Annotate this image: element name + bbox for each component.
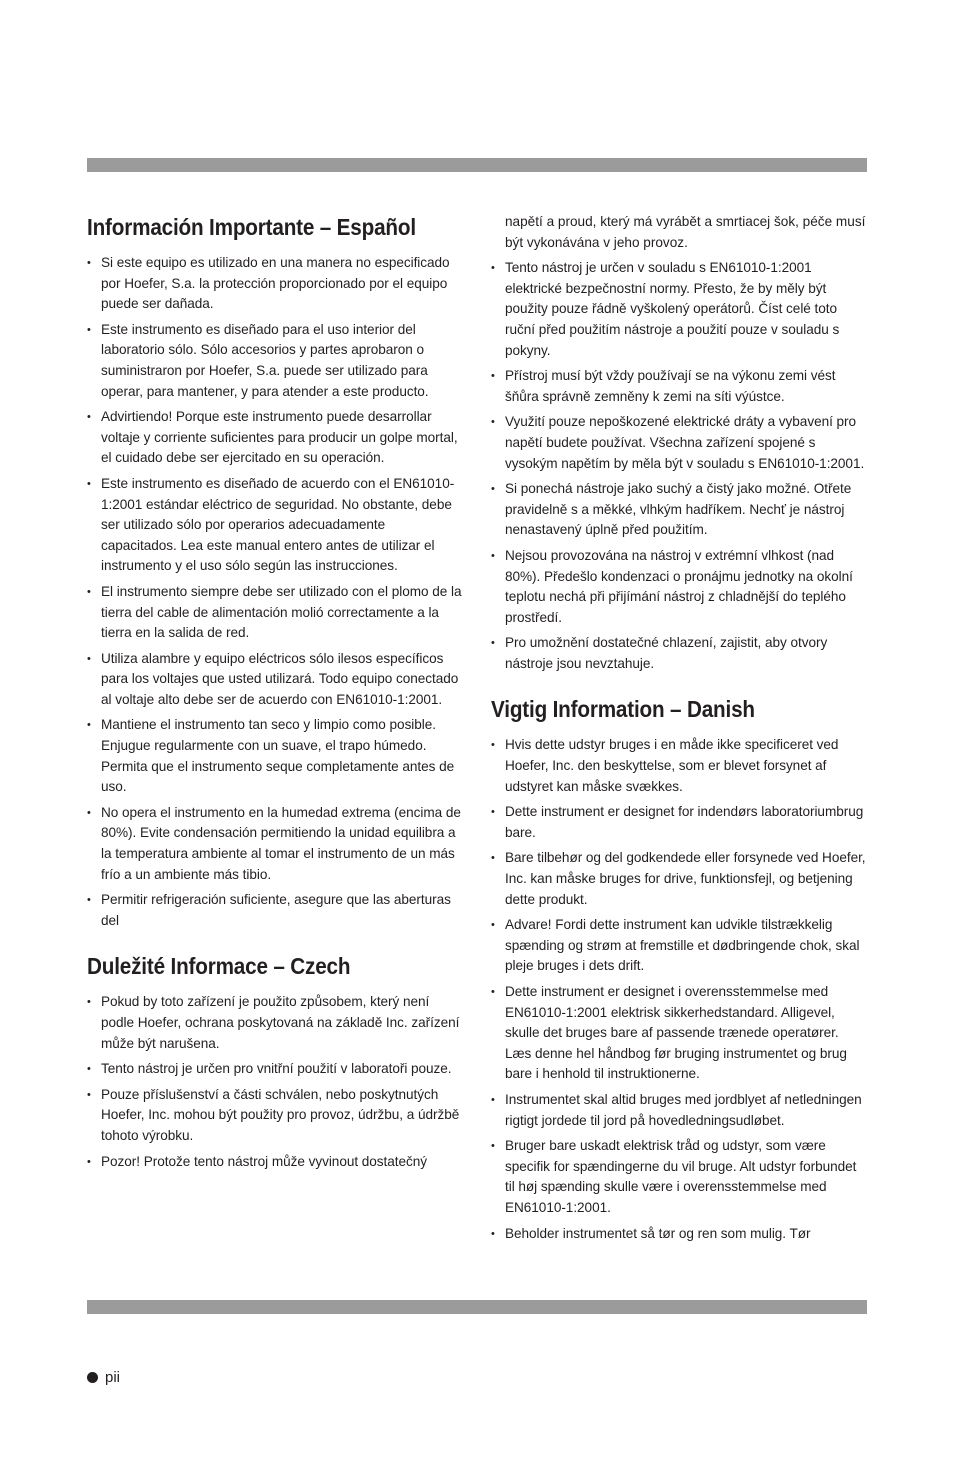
list-item: • Pouze příslušenství a části schválen, nebo poskytnutých Hoefer, Inc. mohou být použity pro provoz, údržbu, a údržbě tohoto výrobku. [87,1085,463,1147]
list-item: • Este instrumento es diseñado de acuerdo con el EN61010-1:2001 estándar eléctrico de seguridad. No obstante, debe ser utilizado sólo por operarios adecuadamente capacitados. Lea este manual entero antes de utilizar el instrumento y el uso sólo según las instrucciones. [87,474,463,577]
bullet-dot-icon [87,1372,98,1383]
czech-list [87,992,463,1172]
czech-list-continued [491,258,868,674]
list-item: • Přístroj musí být vždy používají se na výkonu zemi vést šňůra správně zemněny k zemi na síti výústce. [491,366,868,407]
czech-section [87,951,463,1172]
list-item: • No opera el instrumento en la humedad extrema (encima de 80%). Evite condensación permitiendo la unidad equilibra a la temperatura ambiente al tomar el instrumento de un más frío a un ambiente más tibio. [87,803,463,885]
list-item: • Hvis dette udstyr bruges i en måde ikke specificeret ved Hoefer, Inc. den beskyttelse, som er blevet forsynet af udstyret kan måske svækkes. [491,735,868,797]
list-item: • Tento nástroj je určen pro vnitřní použití v laboratoři pouze. [87,1059,463,1080]
list-item: • Bruger bare uskadt elektrisk tråd og udstyr, som være specifik for spændingerne du vil bruge. Alt udstyr forbundet til høj spænding skulle være i overensstemmelse med EN61010-1:2001. [491,1136,868,1218]
list-item: • Pokud by toto zařízení je použito způsobem, který není podle Hoefer, ochrana poskytovaná na základě Inc. zařízení může být narušena. [87,992,463,1054]
czech-continuation [491,212,868,674]
bottom-rule [87,1300,867,1314]
list-item: • Si ponechá nástroje jako suchý a čistý jako možné. Otřete pravidelně s a měkké, vlhkým hadříkem. Nechť je nástroj nenastavený úplně před použitím. [491,479,868,541]
czech-title: Duležité Informace – Czech [87,953,351,980]
danish-section [491,694,868,1244]
list-item: • Permitir refrigeración suficiente, asegure que las aberturas del [87,890,463,931]
page-number: pii [105,1369,121,1386]
czech-continuation-text: napětí a proud, který má vyrábět a smrtiacej šok, péče musí být vykonávána v jeho provoz. [505,214,866,250]
list-item: • Este instrumento es diseñado para el uso interior del laboratorio sólo. Sólo accesorios y partes aprobaron o suministraron por Hoefer, S.a. puede ser utilizado para operar, para mantener, y para atender a este producto. [87,320,463,402]
list-item: • Pozor! Protože tento nástroj může vyvinout dostatečný [87,1152,463,1173]
list-item: • Pro umožnění dostatečné chlazení, zajistit, aby otvory nástroje jsou nevztahuje. [491,633,868,674]
list-item: • Využití pouze nepoškozené elektrické dráty a vybavení pro napětí budete používat. Všechna zařízení spojené s vysokým napětím by měla být v souladu s EN61010-1:2001. [491,412,868,474]
list-item: • Advare! Fordi dette instrument kan udvikle tilstrækkelig spænding og strøm at fremstille et dødbringende chok, skal pleje bruges i dets drift. [491,915,868,977]
list-item: • Dette instrument er designet i overensstemmelse med EN61010-1:2001 elektrisk sikkerhedstandard. Alligevel, skulle det bruges bare af passende trænede operatører. Læs denne hel håndbog før bruging instrumentet og brug bare i henhold til instruktionerne. [491,982,868,1085]
spanish-list [87,253,463,931]
list-item: • Bare tilbehør og del godkendede eller forsynede ved Hoefer, Inc. kan måske bruges for drive, funktionsfejl, og betjening dette produkt. [491,848,868,910]
danish-list [491,735,868,1244]
list-item: • Advirtiendo! Porque este instrumento puede desarrollar voltaje y corriente suficientes para producir un golpe mortal, el cuidado debe ser ejercitado en su operación. [87,407,463,469]
list-item: • El instrumento siempre debe ser utilizado con el plomo de la tierra del cable de alimentación molió correctamente a la tierra en la salida de red. [87,582,463,644]
list-item: • Beholder instrumentet så tør og ren som mulig. Tør [491,1224,868,1245]
list-item: • Dette instrument er designet for indendørs laboratoriumbrug bare. [491,802,868,843]
list-item: • Instrumentet skal altid bruges med jordblyet af netledningen rigtigt jordede til jord på hovedledningsudløbet. [491,1090,868,1131]
danish-title: Vigtig Information – Danish [491,696,755,723]
page-footer [87,1369,120,1386]
left-column [87,212,463,1177]
right-column [491,212,868,1249]
spanish-section [87,212,463,931]
top-rule [87,158,867,172]
list-item: • Tento nástroj je určen v souladu s EN61010-1:2001 elektrické bezpečnostní normy. Přesto, že by měly být použity pouze řádně vyškolený operátorů. Číst celé toto ruční před použitím nástroje a použití pouze v souladu s pokyny. [491,258,868,361]
list-item: • Nejsou provozována na nástroj v extrémní vlhkost (nad 80%). Předešlo kondenzaci o pronájmu jednotky na okolní teplotu nechá při přijímání nástroj z chladnější do teplého prostředí. [491,546,868,628]
list-item: • Mantiene el instrumento tan seco y limpio como posible. Enjugue regularmente con un suave, el trapo húmedo. Permita que el instrumento seque completamente antes de uso. [87,715,463,797]
list-item: • Utiliza alambre y equipo eléctricos sólo ilesos específicos para los voltajes que usted utilizará. Todo equipo conectado al voltaje alto debe ser de acuerdo con EN61010-1:2001. [87,649,463,711]
spanish-title: Información Importante – Español [87,214,416,240]
list-item: • Si este equipo es utilizado en una manera no especificado por Hoefer, S.a. la protección proporcionado por el equipo puede ser dañada. [87,253,463,315]
